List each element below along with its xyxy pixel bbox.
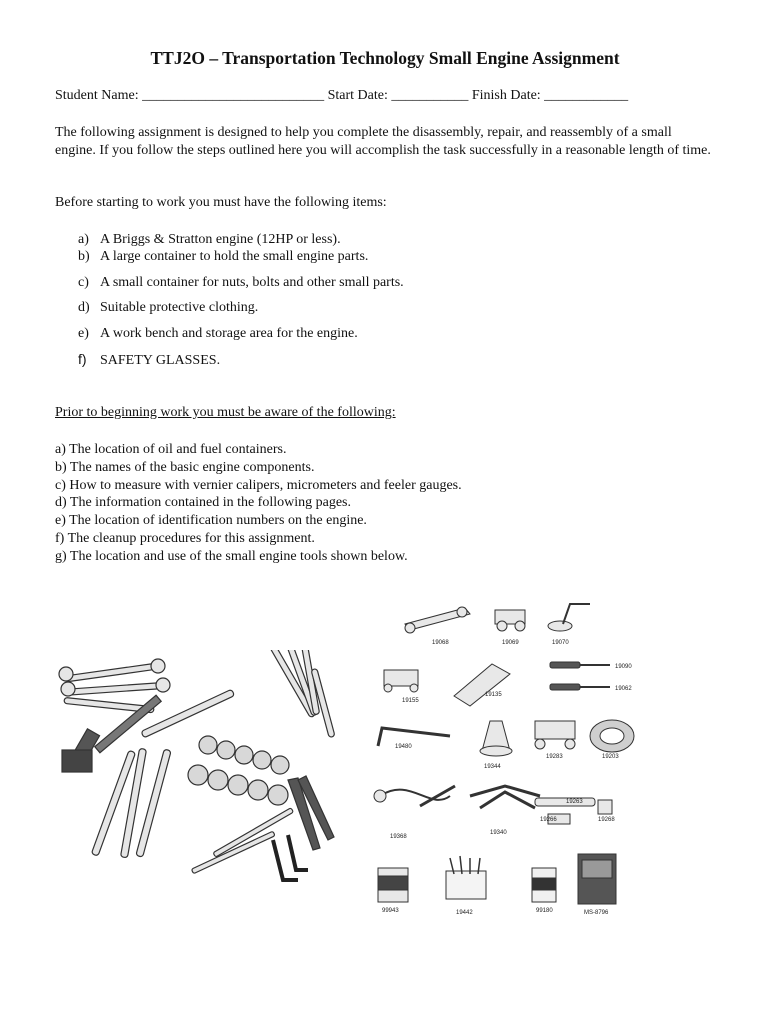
tool-label: 19203	[602, 754, 619, 760]
before-heading: Before starting to work you must have the following items:	[55, 195, 387, 210]
list-item: d) Suitable protective clothing.	[78, 300, 259, 315]
list-item: e) The location of identification numbers on the engine.	[55, 513, 367, 529]
tool-label: 19068	[432, 640, 449, 646]
list-item: a) The location of oil and fuel containers.	[55, 442, 287, 457]
tool-label: 19368	[390, 834, 407, 840]
tool-label: 99943	[382, 908, 399, 914]
prior-heading: Prior to beginning work you must be aware of the following:	[55, 405, 396, 420]
tool-label: 19135	[485, 692, 502, 698]
tool-label: 19090	[615, 664, 632, 670]
list-item: g) The location and use of the small engine tools shown below.	[55, 548, 408, 564]
awareness-list	[55, 441, 462, 566]
page-title: TTJ2O – Transportation Technology Small Engine Assignment	[150, 48, 620, 68]
list-item-safety: f) SAFETY GLASSES.	[78, 351, 221, 368]
tool-label: 19070	[552, 640, 569, 646]
tool-label: 99180	[536, 908, 553, 914]
general-tools-image	[58, 650, 348, 900]
tool-label: 19069	[502, 640, 519, 646]
tool-label: 19268	[598, 817, 615, 823]
tool-label: 19442	[456, 910, 473, 916]
tool-label: MS-8796	[584, 910, 609, 916]
tool-label: 19062	[615, 686, 632, 692]
intro-paragraph: The following assignment is designed to help you complete the disassembly, repair, and reassembly of a small engine. If you follow the steps outlined here you will accomplish the task successfully in a reasonable length of time.	[55, 125, 711, 158]
tool-label: 19263	[566, 799, 583, 805]
list-item: b) The names of the basic engine components.	[55, 459, 315, 475]
tool-label: 19283	[546, 754, 563, 760]
tool-label: 19155	[402, 698, 419, 704]
tool-label: 19340	[490, 830, 507, 836]
student-info-line: Student Name: __________________________ Start Date: ___________ Finish Date: ____________	[55, 88, 629, 103]
tool-label: 19480	[395, 744, 412, 750]
list-item: e) A work bench and storage area for the engine.	[78, 326, 358, 341]
list-item: a) A Briggs & Stratton engine (12HP or less).	[78, 232, 341, 247]
list-item: b) A large container to hold the small engine parts.	[78, 249, 369, 264]
list-item: f) The cleanup procedures for this assignment.	[55, 530, 315, 546]
list-item: c) How to measure with vernier calipers, micrometers and feeler gauges.	[55, 477, 462, 493]
list-item: c) A small container for nuts, bolts and other small parts.	[78, 275, 404, 290]
list-item: d) The information contained in the following pages.	[55, 495, 352, 511]
specialty-tools-image	[370, 596, 640, 922]
tool-label: 19266	[540, 817, 557, 823]
tool-label: 19344	[484, 764, 501, 770]
